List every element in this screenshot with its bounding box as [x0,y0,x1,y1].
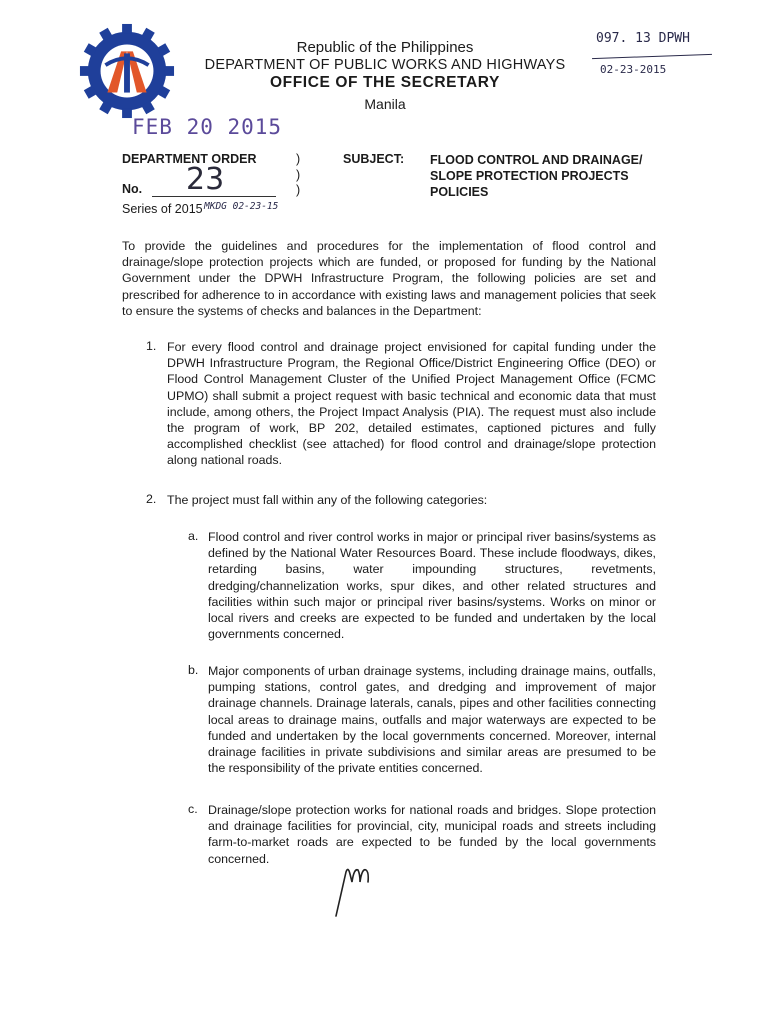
subitem-c-letter: c. [188,802,198,816]
date-stamp: FEB 20 2015 [132,115,283,139]
order-number-label: No. [122,182,143,196]
office-heading: OFFICE OF THE SECRETARY [270,74,500,91]
paren-3: ) [296,183,301,197]
item-1-number: 1. [146,339,157,353]
subitem-b-text: Major components of urban drainage systems, including drainage mains, outfalls, pumping stations, control gates, and dredging and improvement of major drainage channels. Drainage laterals, canals, pipes and other facilities connecting local areas to drainage mains, outfalls and major waterways are expected to be funded and undertaken by the local governments concerned. Moreover, internal drainage facilities in private subdivisions and similar areas are presumed to be the responsibility of the private entities concerned. [208,664,656,776]
item-1-text: For every flood control and drainage project envisioned for capital funding under the DPWH Infrastructure Program, the Regional Office/District Engineering Office (DEO) or Flood Control Management Cluster of the Unified Project Management Office (FCMC UPMO) shall submit a project request with basic technical and economic data that must include, among others, the Project Impact Analysis (PIA). The request must also include the program of work, BP 202, detailed estimates, captioned pictures and fully accomplished checklist (see attached) for flood control and drainage/slope protection along national roads. [167,340,656,468]
intro-paragraph: To provide the guidelines and procedures for the implementation of flood control and drainage/slope protection projects which are funded, or proposed for funding by the National Government under the DPWH Infrastructure Program, the following policies are set and prescribed for adherence to in accordance with existing laws and management policies that seek to ensure the systems of checks and balances in the Department: [122,239,656,318]
receiving-note-divider [592,54,712,59]
dpwh-seal-logo [78,22,176,120]
paren-2: ) [296,168,301,182]
item-2-text: The project must fall within any of the following categories: [167,493,488,507]
paren-1: ) [296,152,301,166]
order-number: 23 [186,162,225,197]
republic-heading: Republic of the Philippines [296,39,474,56]
series-handwritten-note: MKDG 02-23-15 [204,201,279,212]
subitem-b-letter: b. [188,663,199,677]
city-heading: Manila [364,96,406,112]
subject-label: SUBJECT: [343,152,405,166]
series-label: Series of 2015 [122,202,203,216]
subject-text: FLOOD CONTROL AND DRAINAGE/ SLOPE PROTECTION PROJECTS POLICIES [430,153,643,199]
subitem-a-letter: a. [188,529,199,543]
receiving-note-line1: 097. 13 DPWH [596,31,690,46]
department-heading: DEPARTMENT OF PUBLIC WORKS AND HIGHWAYS [204,57,566,73]
subitem-a-text: Flood control and river control works in major or principal river basins/systems as defined by the National Water Resources Board. These include floodways, dikes, retarding basins, water impounding structures, revetments, dredging/channelization works, spur dikes, and other related structures and facilities within such major or principal river basins/systems. Works on minor or local rivers and creeks are expected to be funded and undertaken by the local governments concerned. [208,530,656,642]
department-order-label: DEPARTMENT ORDER [122,152,257,166]
handwritten-initial [332,858,374,920]
item-2-number: 2. [146,492,157,506]
receiving-note-line2: 02-23-2015 [600,63,667,76]
subitem-c-text: Drainage/slope protection works for national roads and bridges. Slope protection and drainage facilities for provincial, city, municipal roads and streets including farm-to-market roads are expected to be funded by the local governments concerned. [208,803,656,866]
